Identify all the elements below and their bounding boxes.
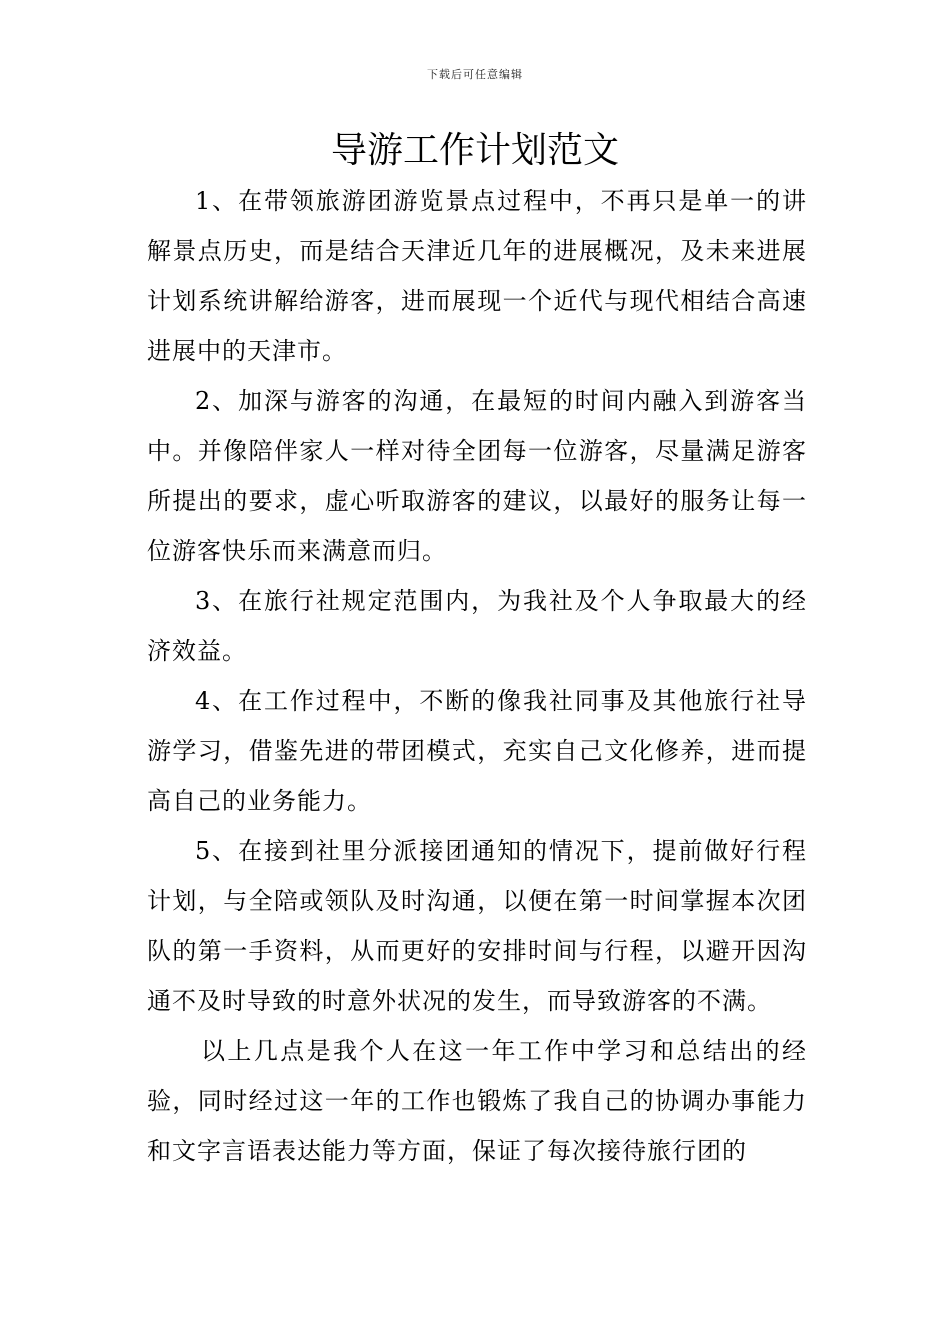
paragraph-2: 2、加深与游客的沟通，在最短的时间内融入到游客当中。并像陪伴家人一样对待全团每一位游客，尽量满足游客所提出的要求，虚心听取游客的建议，以最好的服务让每一位游客快乐而来满意而归。 <box>147 387 807 565</box>
header-note: 下载后可任意编辑 <box>427 68 523 81</box>
paragraph-1: 1、在带领旅游团游览景点过程中，不再只是单一的讲解景点历史，而是结合天津近几年的进展概况，及未来进展计划系统讲解给游客，进而展现一个近代与现代相结合高速进展中的天津市。 <box>147 187 807 365</box>
paragraph-3: 3、在旅行社规定范围内，为我社及个人争取最大的经济效益。 <box>147 587 807 665</box>
paragraph-4: 4、在工作过程中，不断的像我社同事及其他旅行社导游学习，借鉴先进的带团模式，充实自己文化修养，进而提高自己的业务能力。 <box>147 687 807 815</box>
paragraph-5: 5、在接到社里分派接团通知的情况下，提前做好行程计划，与全陪或领队及时沟通，以便在第一时间掌握本次团队的第一手资料，从而更好的安排时间与行程，以避开因沟通不及时导致的时意外状况的发生，而导致游客的不满。 <box>147 837 807 1015</box>
document-body <box>147 176 807 1176</box>
document-title: 导游工作计划范文 <box>330 130 619 171</box>
paragraph-6: 以上几点是我个人在这一年工作中学习和总结出的经验，同时经过这一年的工作也锻炼了我自己的协调办事能力和文字言语表达能力等方面，保证了每次接待旅行团的 <box>147 1037 807 1165</box>
